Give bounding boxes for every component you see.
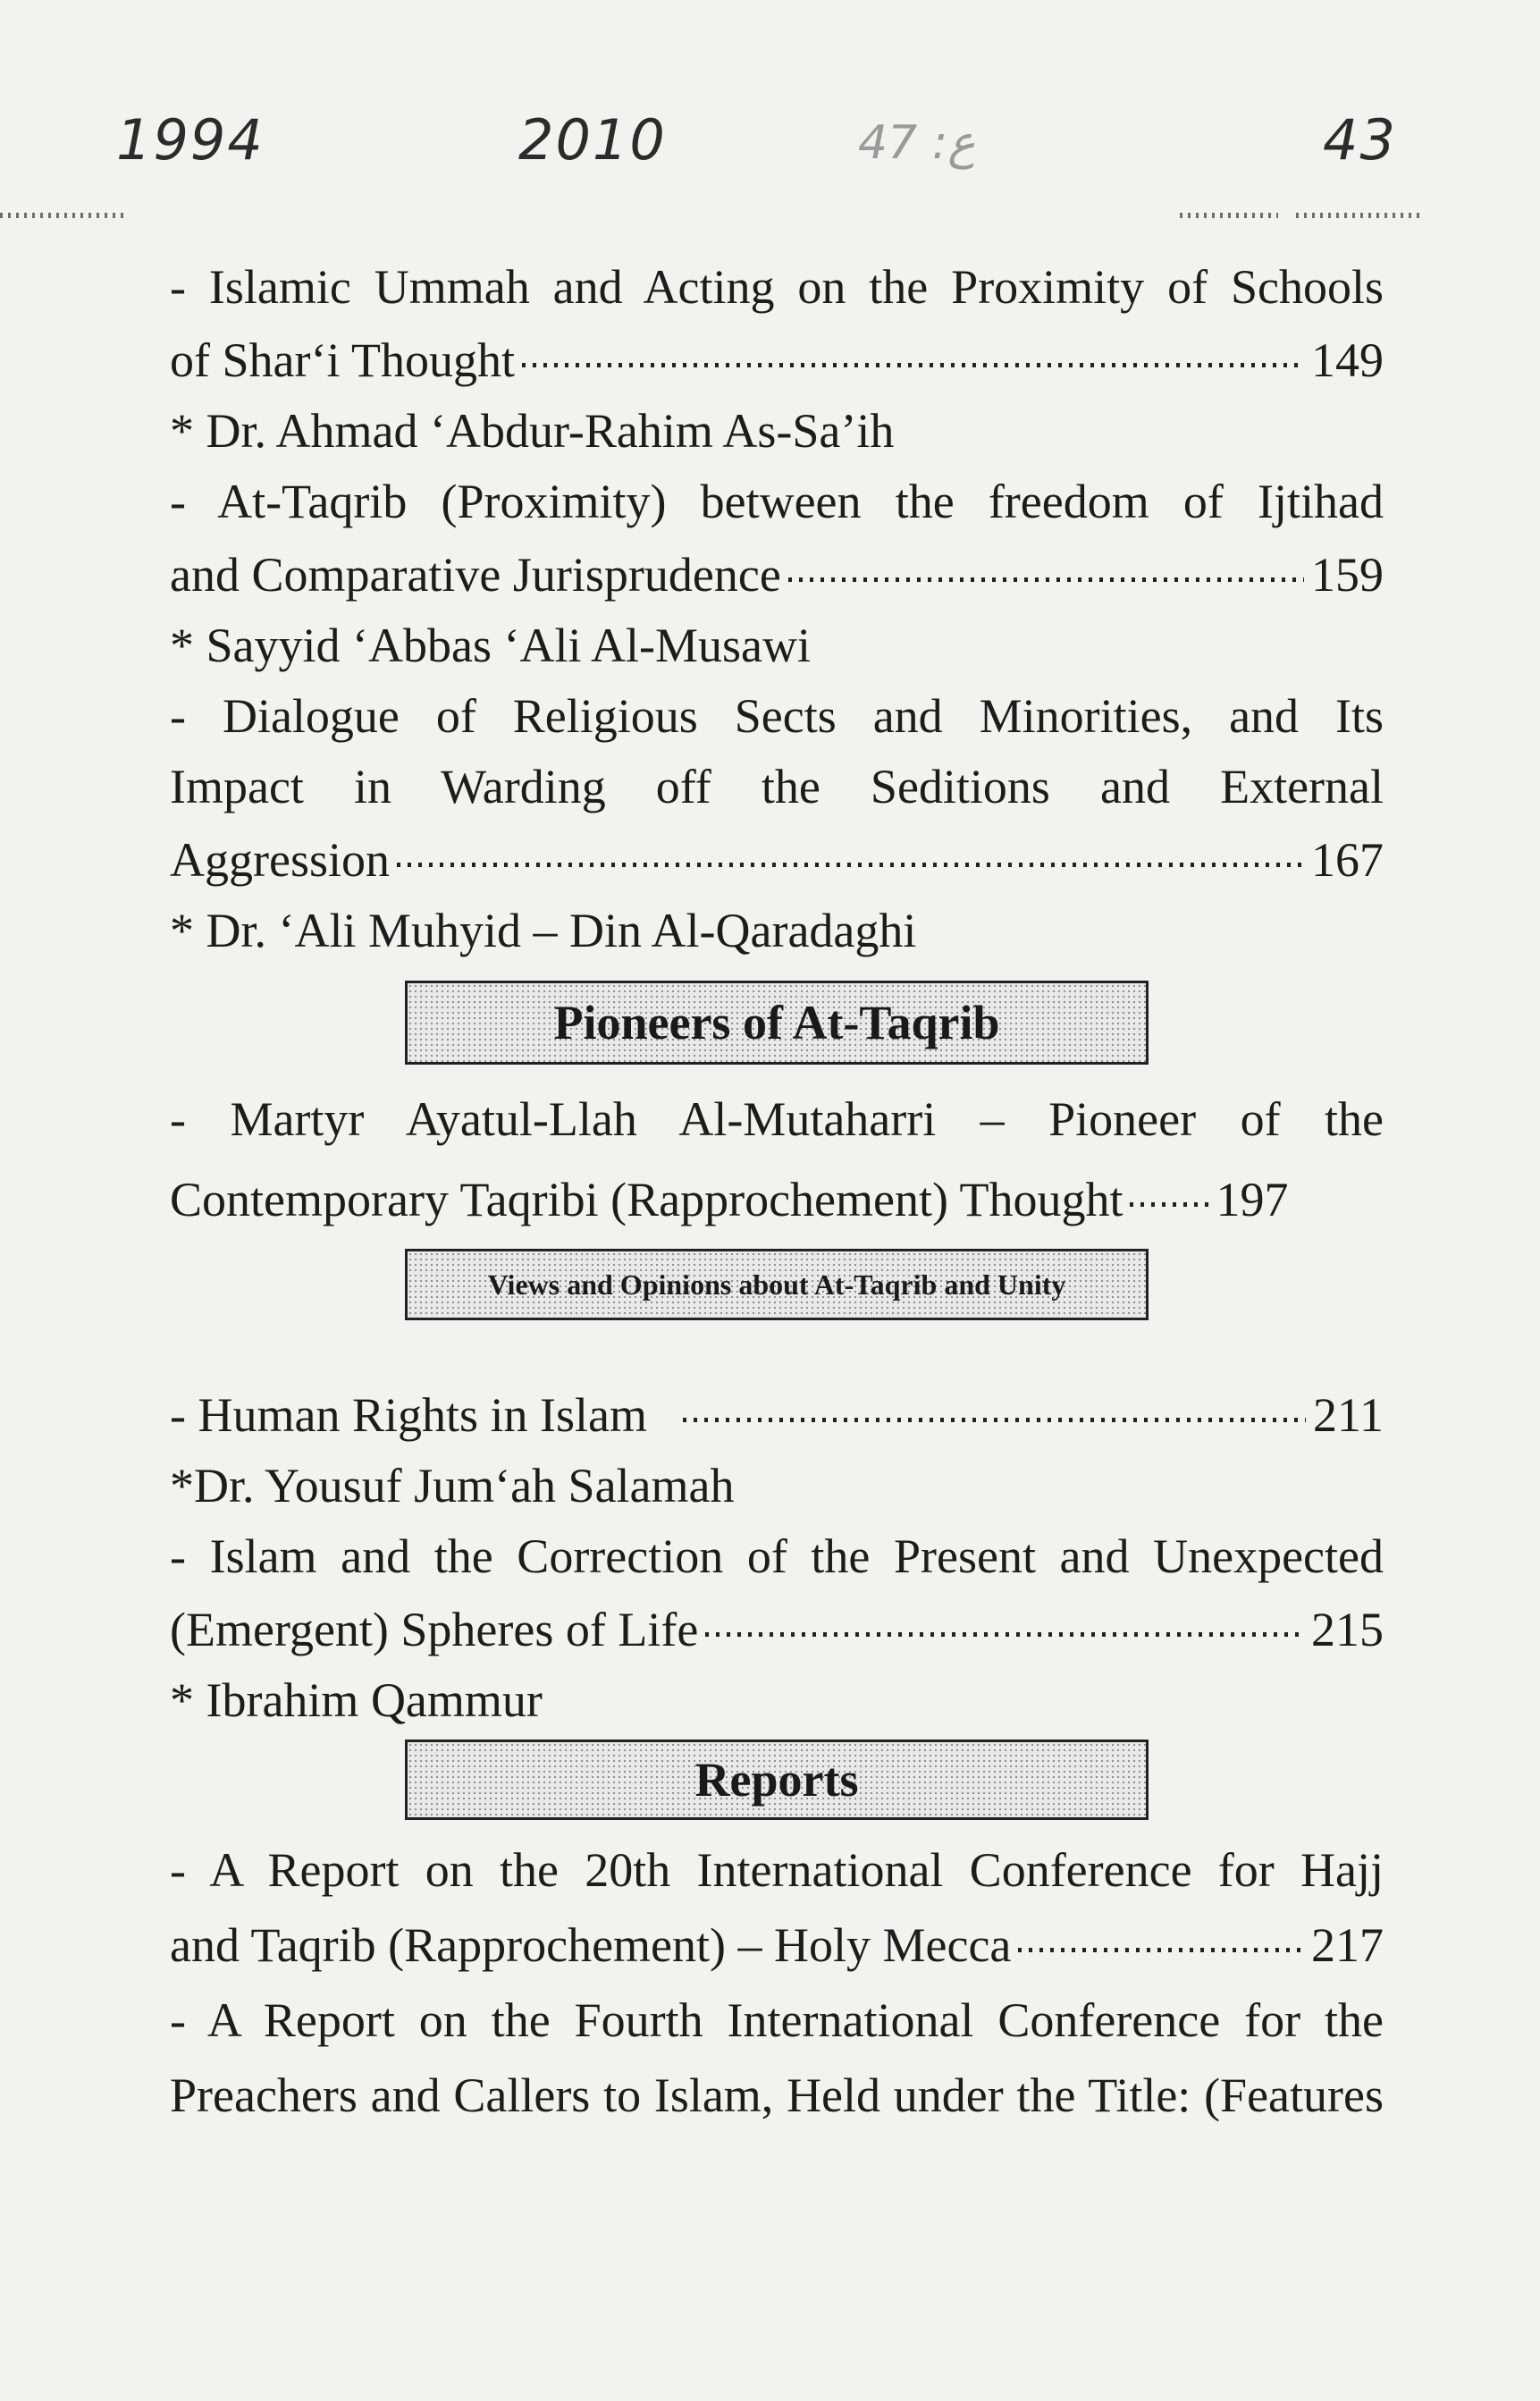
dot-leader (683, 1377, 1306, 1431)
section-heading-pioneers: Pioneers of At-Taqrib (405, 981, 1149, 1065)
toc-page-number: 197 (1216, 1173, 1289, 1226)
toc-entry-title: Aggression (170, 833, 390, 887)
toc-page-number: 159 (1311, 548, 1384, 602)
dot-leader (1018, 1908, 1304, 1961)
handwritten-year-center: 2010 (518, 107, 667, 173)
toc-page-number: 217 (1311, 1918, 1384, 1972)
section-heading-views: Views and Opinions about At-Taqrib and Unity (405, 1249, 1149, 1320)
header-dot-rule-right-a (1180, 213, 1278, 218)
toc-page-number: 149 (1311, 333, 1384, 387)
toc-author: * Sayyid ‘Abbas ‘Ali Al-Musawi (170, 619, 811, 672)
handwritten-page-number: 43 (1323, 107, 1397, 173)
toc-entry-title: of Shar‘i Thought (170, 333, 515, 387)
toc-entry-line: Preachers and Callers to Islam, Held under the Title: (Features (170, 2068, 1384, 2122)
dot-leader (788, 537, 1304, 591)
toc-author: * Dr. ‘Ali Muhyid – Din Al-Qaradaghi (170, 904, 917, 957)
toc-entry-line: - Islamic Ummah and Acting on the Proximity of Schools (170, 260, 1384, 314)
toc-page-number: 167 (1311, 833, 1384, 887)
toc-entry-last-line (170, 1159, 1384, 1240)
dot-leader (522, 323, 1304, 376)
header-dot-rule-left (0, 213, 125, 218)
toc-entry-title: - Human Rights in Islam (170, 1388, 647, 1442)
toc-entry-title: Contemporary Taqribi (Rapprochement) Thought (170, 1173, 1123, 1226)
toc-entry-title: and Taqrib (Rapprochement) – Holy Mecca (170, 1918, 1012, 1972)
toc-page-number: 215 (1311, 1603, 1384, 1656)
toc-entry-line: - At-Taqrib (Proximity) between the freedom of Ijtihad (170, 475, 1384, 528)
toc-author: * Dr. Ahmad ‘Abdur-Rahim As-Sa’ih (170, 404, 895, 458)
toc-page-number: 211 (1313, 1388, 1384, 1442)
toc-entry-last-line (170, 1592, 1384, 1665)
toc-entry-line: - A Report on the Fourth International Conference for the (170, 1993, 1384, 2047)
table-of-contents (170, 252, 1384, 2133)
header-dot-rule-right-b (1296, 213, 1421, 218)
toc-entry-line: - Islam and the Correction of the Present and Unexpected (170, 1529, 1384, 1583)
toc-entry-line: - A Report on the 20th International Conference for Hajj (170, 1843, 1384, 1897)
toc-author: * Ibrahim Qammur (170, 1673, 543, 1727)
dot-leader (397, 822, 1304, 876)
toc-author: *Dr. Yousuf Jum‘ah Salamah (170, 1459, 735, 1512)
dot-leader (705, 1592, 1304, 1646)
toc-entry-line: - Martyr Ayatul-Llah Al-Mutaharri – Pioneer of the (170, 1092, 1384, 1146)
handwritten-year-left: 1994 (116, 107, 265, 173)
toc-entry-last-line (170, 1377, 1384, 1451)
toc-entry-line: Impact in Warding off the Seditions and External (170, 760, 1384, 813)
toc-entry-title: and Comparative Jurisprudence (170, 548, 781, 602)
toc-entry-last-line (170, 822, 1384, 896)
toc-entry-line: - Dialogue of Religious Sects and Minorities, and Its (170, 689, 1384, 743)
dot-leader (1130, 1162, 1208, 1216)
section-heading-reports: Reports (405, 1740, 1149, 1820)
handwritten-issue-number: ع: 47 (858, 116, 976, 170)
toc-entry-last-line (170, 323, 1384, 396)
toc-entry-last-line (170, 1908, 1384, 1983)
toc-entry-title: (Emergent) Spheres of Life (170, 1603, 699, 1656)
toc-entry-last-line (170, 537, 1384, 611)
